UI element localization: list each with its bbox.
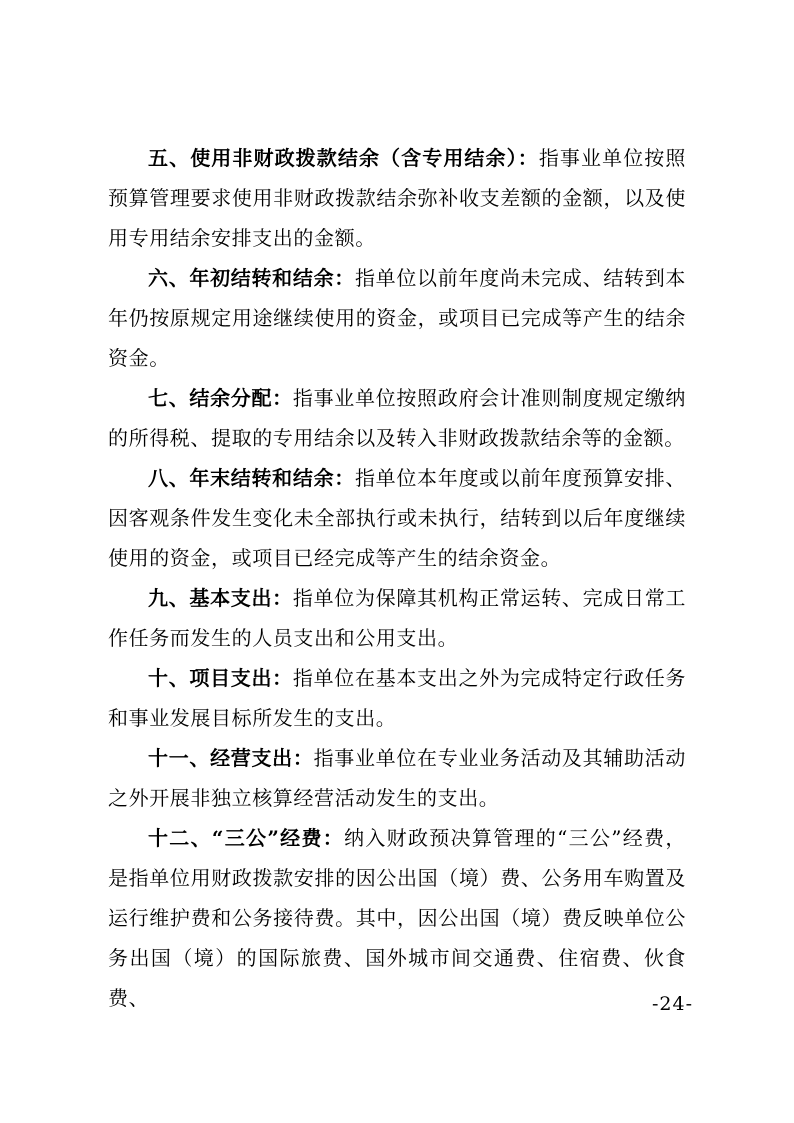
page-number: -24- xyxy=(651,993,693,1015)
definition-paragraph xyxy=(108,458,686,578)
term-definition: 纳入财政预决算管理的“三公”经费，是指单位用财政拨款安排的因公出国（境）费、公务用车购置及运行维护费和公务接待费。其中，因公出国（境）费反映单位公务出国（境）的国际旅费、国外城市间交通费、住宿费、伙食费、 xyxy=(108,826,686,1010)
definition-paragraph xyxy=(108,818,686,1018)
definition-paragraph xyxy=(108,138,686,258)
definition-paragraph xyxy=(108,258,686,378)
term-heading: 六、年初结转和结余： xyxy=(148,266,355,290)
term-definition: 指事业单位按照政府会计准则制度规定缴纳的所得税、提取的专用结余以及转入非财政拨款结余等的金额。 xyxy=(108,386,686,450)
term-heading: 十、项目支出： xyxy=(148,666,293,690)
definition-paragraph xyxy=(108,578,686,658)
term-heading: 九、基本支出： xyxy=(148,586,293,610)
term-definition: 指单位为保障其机构正常运转、完成日常工作任务而发生的人员支出和公用支出。 xyxy=(108,586,686,650)
definition-paragraph xyxy=(108,738,686,818)
term-definition: 指事业单位在专业业务活动及其辅助活动之外开展非独立核算经营活动发生的支出。 xyxy=(108,746,686,810)
term-definition: 指单位在基本支出之外为完成特定行政任务和事业发展目标所发生的支出。 xyxy=(108,666,686,730)
term-heading: 十二、“三公”经费： xyxy=(148,826,345,850)
definition-paragraph xyxy=(108,658,686,738)
term-definition: 指单位以前年度尚未完成、结转到本年仍按原规定用途继续使用的资金，或项目已完成等产生的结余资金。 xyxy=(108,266,687,370)
term-heading: 十一、经营支出： xyxy=(148,746,314,770)
term-definition: 指事业单位按照预算管理要求使用非财政拨款结余弥补收支差额的金额，以及使用专用结余安排支出的金额。 xyxy=(108,146,687,250)
document-body xyxy=(108,138,686,1018)
term-heading: 八、年末结转和结余： xyxy=(148,466,355,490)
definition-paragraph xyxy=(108,378,686,458)
term-definition: 指单位本年度或以前年度预算安排、因客观条件发生变化未全部执行或未执行，结转到以后年度继续使用的资金，或项目已经完成等产生的结余资金。 xyxy=(108,466,687,570)
term-heading: 五、使用非财政拨款结余（含专用结余）： xyxy=(148,146,539,170)
term-heading: 七、结余分配： xyxy=(148,386,293,410)
